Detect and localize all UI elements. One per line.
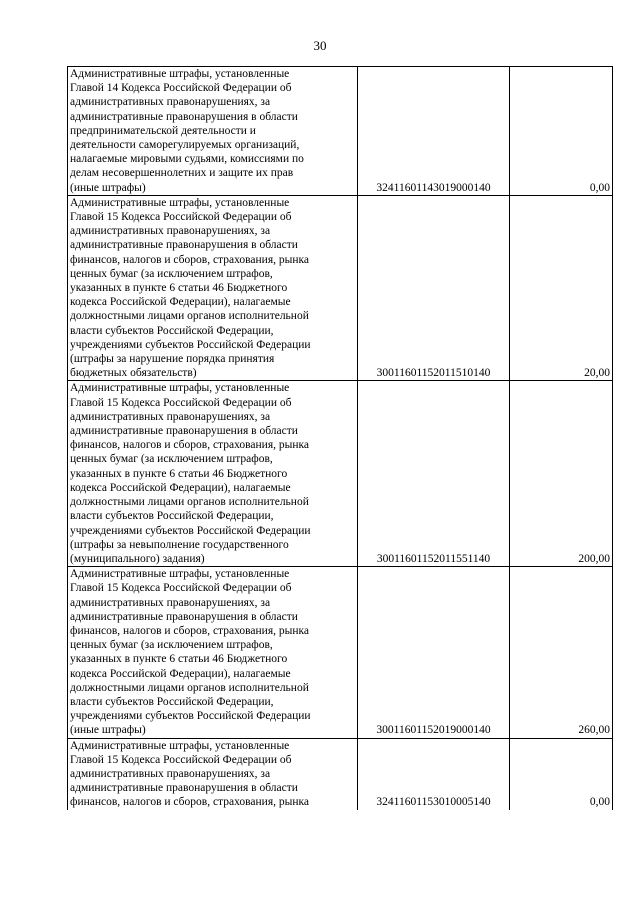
table-row [68,567,613,738]
row-description: Административные штрафы, установленные Главой 15 Кодекса Российской Федерации об административных правонарушениях, за административные правонарушения в области финансов, налогов и сборов, страхования, рынка [68,738,358,810]
row-description: Административные штрафы, установленные Главой 15 Кодекса Российской Федерации об административных правонарушениях, за административные правонарушения в области финансов, налогов и сборов, страхования, рынка ценных бумаг (за исключением штрафов, указанных в пункте 6 статьи 46 Бюджетного кодекса Российской Федерации), налагаемые должностными лицами органов исполнительной власти субъектов Российской Федерации, учреждениями субъектов Российской Федерации (штрафы за невыполнение государственного (муниципального) задания) [68,381,358,567]
row-code: 32411601153010005140 [358,738,510,810]
page-number: 30 [313,38,327,53]
row-code: 30011601152011551140 [358,381,510,567]
row-description: Административные штрафы, установленные Главой 15 Кодекса Российской Федерации об административных правонарушениях, за административные правонарушения в области финансов, налогов и сборов, страхования, рынка ценных бумаг (за исключением штрафов, указанных в пункте 6 статьи 46 Бюджетного кодекса Российской Федерации), налагаемые должностными лицами органов исполнительной власти субъектов Российской Федерации, учреждениями субъектов Российской Федерации (иные штрафы) [68,567,358,738]
row-amount: 0,00 [510,67,613,196]
row-code: 32411601143019000140 [358,67,510,196]
table-row [68,381,613,567]
table-row [68,195,613,381]
row-code: 30011601152011510140 [358,195,510,381]
row-amount: 20,00 [510,195,613,381]
row-code: 30011601152019000140 [358,567,510,738]
budget-table [67,66,613,810]
table-row [68,738,613,810]
row-description: Административные штрафы, установленные Главой 15 Кодекса Российской Федерации об административных правонарушениях, за административные правонарушения в области финансов, налогов и сборов, страхования, рынка ценных бумаг (за исключением штрафов, указанных в пункте 6 статьи 46 Бюджетного кодекса Российской Федерации), налагаемые должностными лицами органов исполнительной власти субъектов Российской Федерации, учреждениями субъектов Российской Федерации (штрафы за нарушение порядка принятия бюджетных обязательств) [68,195,358,381]
row-amount: 200,00 [510,381,613,567]
table-row [68,67,613,196]
row-amount: 0,00 [510,738,613,810]
row-amount: 260,00 [510,567,613,738]
row-description: Административные штрафы, установленные Главой 14 Кодекса Российской Федерации об административных правонарушениях, за административные правонарушения в области предпринимательской деятельности и деятельности саморегулируемых организаций, налагаемые мировыми судьями, комиссиями по делам несовершеннолетних и защите их прав (иные штрафы) [68,67,358,196]
